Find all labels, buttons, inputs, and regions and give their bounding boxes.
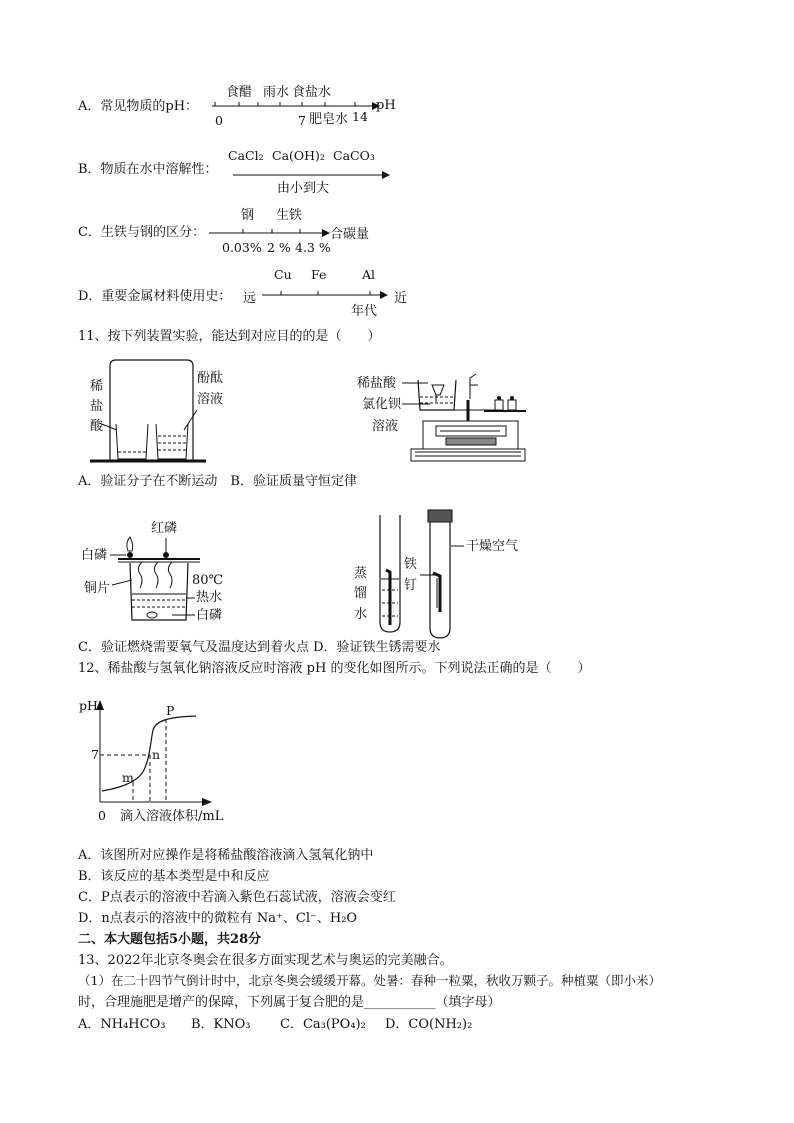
label-fe-1: 铁 (404, 557, 418, 572)
label-era: 年代 (351, 304, 378, 319)
metal-fe: Fe (311, 267, 327, 282)
option-d-label: D．重要金属材料使用史： (78, 289, 232, 304)
chart-origin: 0 (98, 808, 106, 823)
label-solution: 溶液 (372, 419, 399, 434)
ph-curve (102, 716, 196, 791)
label-white-phosphorus-bottom: 白磷 (196, 608, 223, 623)
sub-caoh2: Ca(OH)₂ (272, 148, 325, 163)
acid-char-3: 酸 (90, 419, 104, 434)
label-dry-air: 干燥空气 (466, 539, 519, 554)
phenol-line-2: 溶液 (197, 392, 224, 407)
chart-point-m: m (122, 770, 134, 785)
tick-14: 14 (352, 109, 368, 124)
label-white-phosphorus-top: 白磷 (81, 548, 108, 563)
label-80c: 80℃ (192, 573, 224, 588)
q13-part1-line1: （1）在二十四节气倒计时中，北京冬奥会缓缓开幕。处暑：春种一粒粟，秋收万颗子。种植粟（即小米） (78, 973, 661, 988)
label-vinegar: 食醋 (226, 85, 253, 100)
metal-cu: Cu (274, 267, 292, 282)
q11-options-cd: C．验证燃烧需要氧气及温度达到着火点 D．验证铁生锈需要水 (78, 640, 441, 655)
label-pig-iron: 生铁 (276, 208, 303, 223)
label-rain: 雨水 (263, 85, 290, 100)
axis-ph: pH (376, 98, 396, 113)
axis-carbon: 合碳量 (330, 227, 370, 242)
chart-ylabel: pH (79, 698, 98, 713)
chart-point-n: n (152, 747, 161, 762)
label-water-1: 蒸 (354, 566, 368, 581)
note-small-to-large: 由小到大 (277, 181, 330, 196)
option-c-label: C．生铁与钢的区分： (78, 225, 205, 240)
phenol-line-1: 酚酞 (197, 371, 224, 386)
label-water-2: 馏 (354, 586, 368, 601)
label-near: 近 (394, 291, 408, 306)
label-red-phosphorus: 红磷 (151, 521, 178, 536)
section-2-heading: 二、本大题包括5小题，共28分 (78, 932, 262, 947)
label-dilute-hcl: 稀盐酸 (357, 376, 397, 391)
q13-stem: 13、2022年北京冬奥会在很多方面实现艺术与奥运的完美融合。 (78, 953, 453, 968)
tick-7: 7 (298, 113, 306, 128)
q13-choice-b: B．KNO₃ (191, 1017, 251, 1032)
sub-cacl2: CaCl₂ (228, 148, 264, 163)
q11-options-ab: A．验证分子在不断运动 B．验证质量守恒定律 (78, 474, 357, 489)
tick-43: 4.3 % (295, 240, 331, 255)
q13-choice-d: D．CO(NH₂)₂ (385, 1017, 473, 1032)
chart-y7: 7 (91, 747, 99, 762)
label-bacl2: 氯化钡 (362, 397, 402, 412)
label-hot-water: 热水 (196, 590, 223, 605)
label-saltwater: 食盐水 (292, 85, 332, 100)
metal-al: Al (362, 267, 376, 282)
q12-option-c: C．P点表示的溶液中若滴入紫色石蕊试液，溶液会变红 (78, 890, 396, 905)
chart-xlabel: 滴入溶液体积/mL (120, 809, 224, 824)
sub-caco3: CaCO₃ (333, 148, 375, 163)
q12-option-d: D．n点表示的溶液中的微粒有 Na⁺、Cl⁻、H₂O (78, 911, 358, 926)
label-fe-2: 钉 (404, 578, 418, 593)
tick-003: 0.03% (222, 240, 262, 255)
acid-char-2: 盐 (90, 399, 104, 414)
option-a-label: A．常见物质的pH： (78, 99, 199, 114)
q13-part1-line2: 时，合理施肥是增产的保障，下列属于复合肥的是___________（填字母） (78, 995, 501, 1010)
label-far: 远 (243, 291, 257, 306)
tick-0: 0 (215, 113, 223, 128)
label-copper-sheet: 铜片 (84, 581, 111, 596)
label-water-3: 水 (354, 607, 368, 622)
q12-stem: 12、稀盐酸与氢氧化钠溶液反应时溶液 pH 的变化如图所示。下列说法正确的是（ ） (78, 661, 591, 676)
q12-option-a: A．该图所对应操作是将稀盐酸溶液滴入氢氧化钠中 (78, 848, 374, 863)
q13-choice-a: A．NH₄HCO₃ (78, 1017, 166, 1032)
q11-stem: 11、按下列装置实验，能达到对应目的的是（ ） (78, 329, 381, 344)
option-b-label: B．物质在水中溶解性： (78, 162, 218, 177)
q12-option-b: B．该反应的基本类型是中和反应 (78, 869, 270, 884)
acid-char-1: 稀 (90, 379, 104, 394)
tick-2: 2 % (267, 240, 291, 255)
label-soapwater: 肥皂水 (309, 112, 349, 127)
label-steel: 钢 (241, 208, 255, 223)
q13-choice-c: C．Ca₃(PO₄)₂ (280, 1017, 366, 1032)
chart-point-p: P (166, 703, 175, 718)
